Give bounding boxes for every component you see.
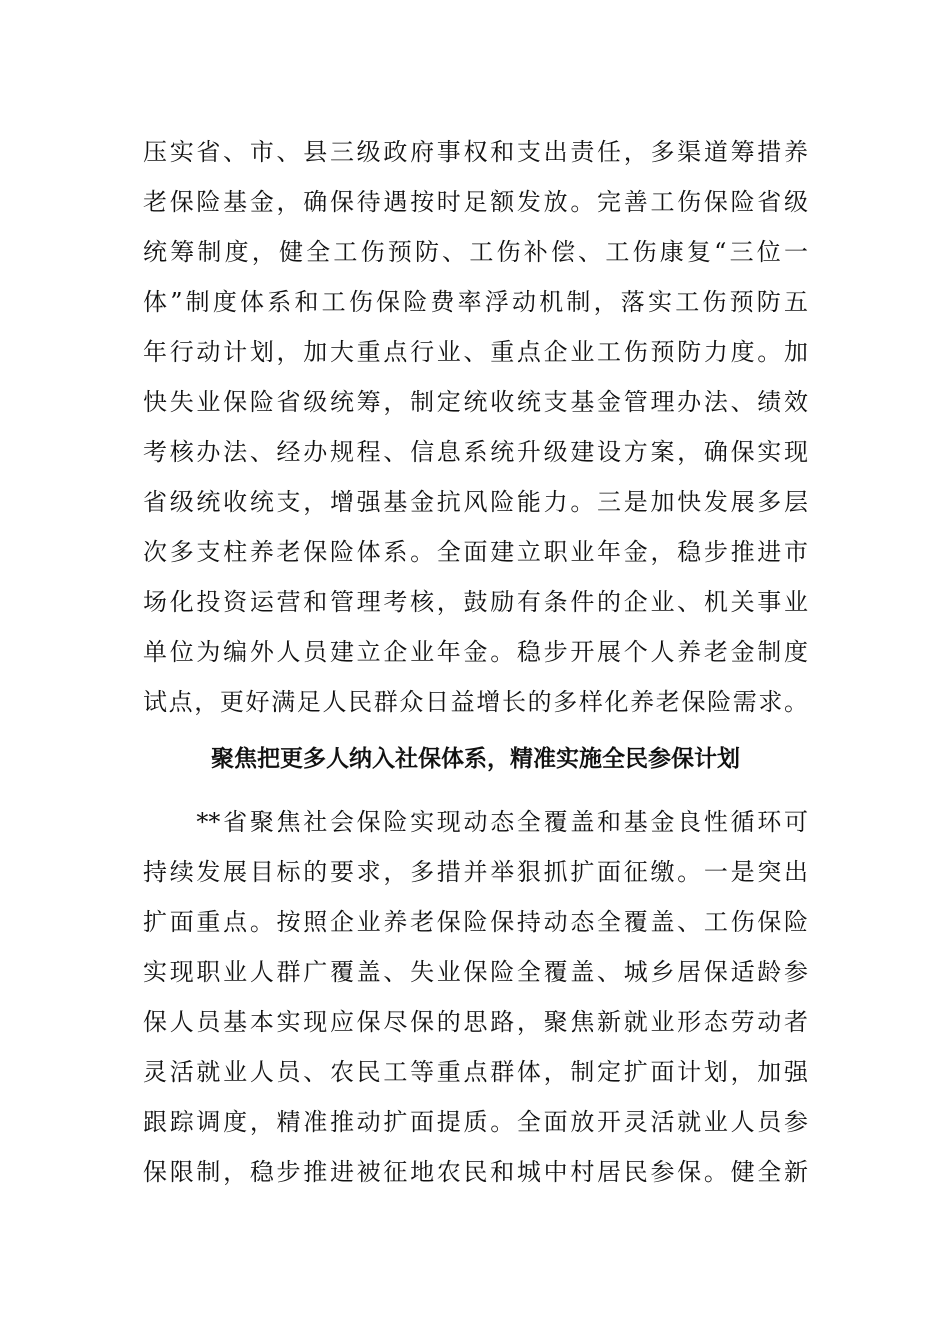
paragraph-line: 次多支柱养老保险体系。全面建立职业年金，稳步推进市	[143, 538, 808, 566]
paragraph-line: 跟踪调度，精准推动扩面提质。全面放开灵活就业人员参	[143, 1108, 808, 1136]
paragraph-line: 省级统收统支，增强基金抗风险能力。三是加快发展多层	[143, 488, 808, 516]
paragraph-line: 保人员基本实现应保尽保的思路，聚焦新就业形态劳动者	[143, 1008, 808, 1036]
paragraph-line: 统筹制度，健全工伤预防、工伤补偿、工伤康复“三位一	[143, 238, 808, 266]
paragraph-line: 试点，更好满足人民群众日益增长的多样化养老保险需求。	[143, 688, 808, 716]
section-heading: 聚焦把更多人纳入社保体系，精准实施全民参保计划	[211, 746, 740, 772]
paragraph-line: 老保险基金，确保待遇按时足额发放。完善工伤保险省级	[143, 188, 808, 216]
paragraph-line: 场化投资运营和管理考核，鼓励有条件的企业、机关事业	[143, 588, 808, 616]
paragraph-line: 年行动计划，加大重点行业、重点企业工伤预防力度。加	[143, 338, 808, 366]
paragraph-line: 快失业保险省级统筹，制定统收统支基金管理办法、绩效	[143, 388, 808, 416]
paragraph-line: 实现职业人群广覆盖、失业保险全覆盖、城乡居保适龄参	[143, 958, 808, 986]
paragraph-line: 单位为编外人员建立企业年金。稳步开展个人养老金制度	[143, 638, 808, 666]
paragraph-line: **省聚焦社会保险实现动态全覆盖和基金良性循环可	[143, 808, 808, 836]
paragraph-line: 灵活就业人员、农民工等重点群体，制定扩面计划，加强	[143, 1058, 808, 1086]
paragraph-line: 压实省、市、县三级政府事权和支出责任，多渠道筹措养	[143, 138, 808, 166]
paragraph-line: 考核办法、经办规程、信息系统升级建设方案，确保实现	[143, 438, 808, 466]
paragraph-line: 保限制，稳步推进被征地农民和城中村居民参保。健全新	[143, 1158, 808, 1186]
paragraph-line: 扩面重点。按照企业养老保险保持动态全覆盖、工伤保险	[143, 908, 808, 936]
paragraph-line: 体”制度体系和工伤保险费率浮动机制，落实工伤预防五	[143, 288, 808, 316]
paragraph-line: 持续发展目标的要求，多措并举狠抓扩面征缴。一是突出	[143, 858, 808, 886]
